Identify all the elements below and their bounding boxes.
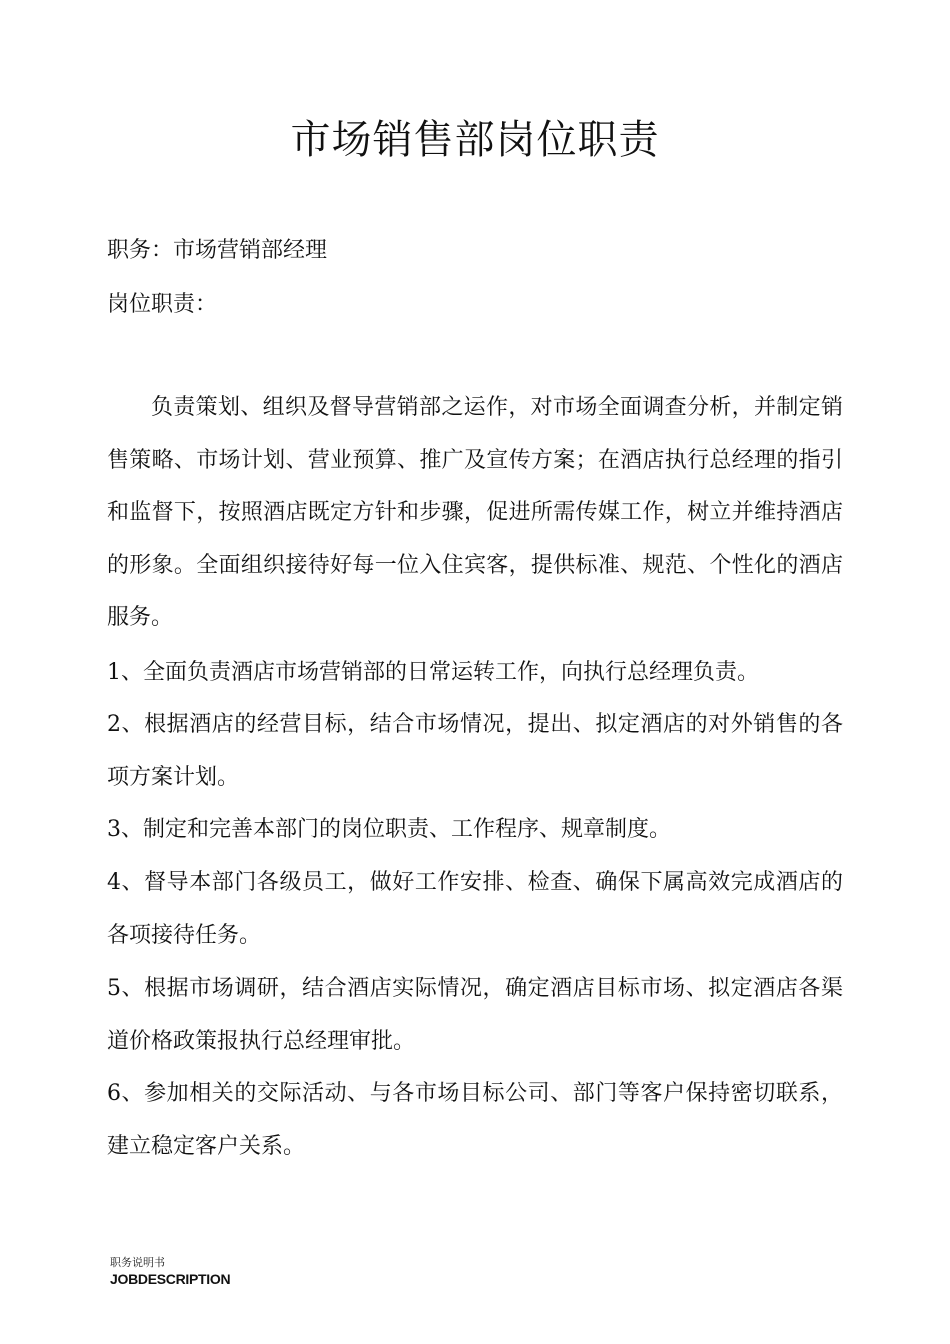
footer-label-cn: 职务说明书 <box>110 1256 165 1269</box>
duty-item-4: 4、督导本部门各级员工，做好工作安排、检查、确保下属高效完成酒店的各项接待任务。 <box>107 870 843 948</box>
position-line: 职务：市场营销部经理 <box>107 238 328 263</box>
duty-item-5: 5、根据市场调研，结合酒店实际情况，确定酒店目标市场、拟定酒店各渠道价格政策报执行总经理审批。 <box>107 976 843 1054</box>
duty-item-1: 1、全面负责酒店市场营销部的日常运转工作，向执行总经理负责。 <box>107 660 759 685</box>
duty-item-3: 3、制定和完善本部门的岗位职责、工作程序、规章制度。 <box>107 817 671 842</box>
duties-heading: 岗位职责： <box>107 292 218 317</box>
intro-paragraph: 负责策划、组织及督导营销部之运作，对市场全面调查分析，并制定销售策略、市场计划、营业预算、推广及宣传方案；在酒店执行总经理的指引和监督下，按照酒店既定方针和步骤，促进所需传媒工作，树立并维持酒店的形象。全面组织接待好每一位入住宾客，提供标准、规范、个性化的酒店服务。 <box>107 395 843 630</box>
duty-item-6: 6、参加相关的交际活动、与各市场目标公司、部门等客户保持密切联系，建立稳定客户关系。 <box>107 1081 843 1159</box>
footer-label <box>110 1256 230 1288</box>
document-title: 市场销售部岗位职责 <box>290 117 660 163</box>
duty-item-2: 2、根据酒店的经营目标，结合市场情况，提出、拟定酒店的对外销售的各项方案计划。 <box>107 712 843 790</box>
footer-label-en: JOBDESCRIPTION <box>110 1271 231 1287</box>
